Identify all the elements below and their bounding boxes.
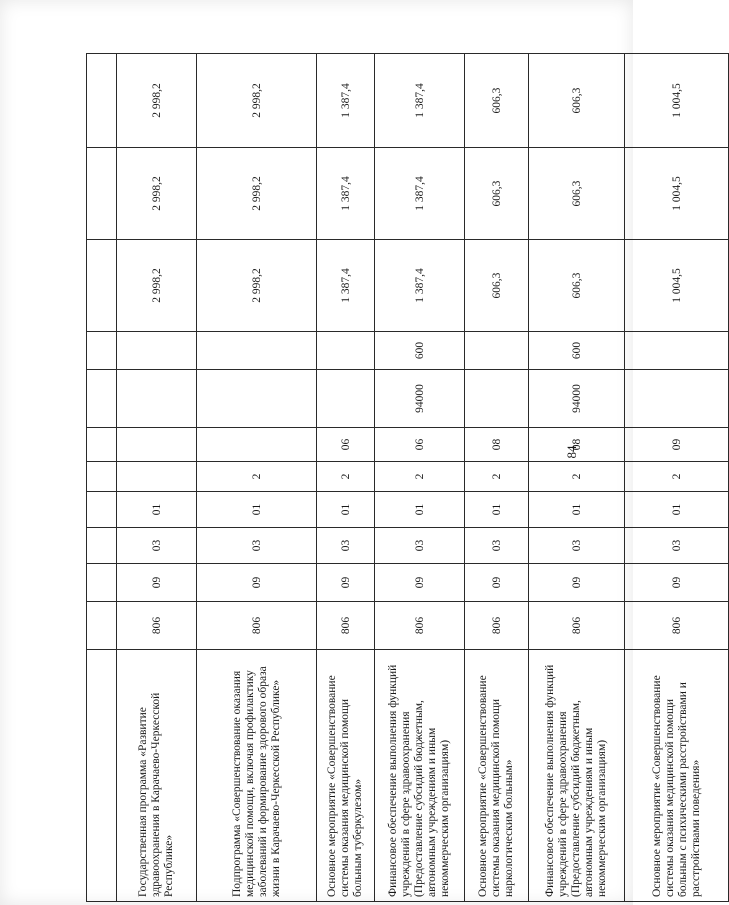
page-number: 84 <box>564 445 579 459</box>
cell-expense-type <box>197 332 317 370</box>
cell-section: 09 <box>317 564 375 602</box>
cell-subsection: 03 <box>197 528 317 564</box>
cell-section: 09 <box>625 564 729 602</box>
cell-amount-3: 606,3 <box>465 54 529 148</box>
cell-amount-2: 2 998,2 <box>197 148 317 240</box>
cell-direction-code <box>87 370 117 428</box>
cell-name: Подпрограмма «Совершенствование оказания медицинской помощи, включая профилактику заболеваний и формирование здорового образа жизни в Карачаево-Черкесской Республике» <box>197 650 317 902</box>
cell-amount-2: 606,3 <box>465 148 529 240</box>
cell-amount-3 <box>87 54 117 148</box>
table-row <box>317 54 375 902</box>
cell-amount-3: 606,3 <box>529 54 625 148</box>
cell-ministry: 806 <box>375 602 465 650</box>
cell-program-type: 2 <box>197 462 317 492</box>
cell-target-program: 01 <box>529 492 625 528</box>
cell-name: Финансовое обеспечение выполнения функций учреждений в сфере здравоохранения (Предоставление субсидий бюджетным, автономным учреждениям и иным некоммерческим организациям) <box>529 650 625 902</box>
cell-amount-2: 606,3 <box>529 148 625 240</box>
cell-program-type: 2 <box>465 462 529 492</box>
cell-direction-code <box>625 370 729 428</box>
cell-expense-type: 600 <box>375 332 465 370</box>
table-rotator <box>86 54 702 902</box>
cell-amount-2: 1 387,4 <box>317 148 375 240</box>
budget-table <box>86 53 729 902</box>
cell-target-program: 01 <box>465 492 529 528</box>
cell-section: 09 <box>117 564 197 602</box>
cell-section: 09 <box>465 564 529 602</box>
cell-subsection: 03 <box>117 528 197 564</box>
cell-direction-code <box>197 370 317 428</box>
cell-program-type: 2 <box>625 462 729 492</box>
cell-amount-1: 2 998,2 <box>117 240 197 332</box>
cell-amount-1 <box>87 240 117 332</box>
cell-amount-3: 2 998,2 <box>197 54 317 148</box>
table-row <box>197 54 317 902</box>
cell-amount-3: 1 004,5 <box>625 54 729 148</box>
cell-amount-1: 606,3 <box>465 240 529 332</box>
cell-direction: 06 <box>375 428 465 462</box>
cell-target-program: 01 <box>197 492 317 528</box>
cell-name: Финансовое обеспечение выполнения функций учреждений в сфере здравоохранения (Предоставление субсидий бюджетным, автономным учреждениям и иным некоммерческим организациям) <box>375 650 465 902</box>
cell-subsection: 03 <box>465 528 529 564</box>
cell-subsection: 03 <box>625 528 729 564</box>
cell-section: 09 <box>375 564 465 602</box>
cell-ministry: 806 <box>117 602 197 650</box>
cell-direction <box>117 428 197 462</box>
cell-subsection: 03 <box>529 528 625 564</box>
cell-direction: 06 <box>317 428 375 462</box>
cell-expense-type <box>317 332 375 370</box>
cell-section: 09 <box>529 564 625 602</box>
cell-amount-1: 2 998,2 <box>197 240 317 332</box>
cell-expense-type: 600 <box>529 332 625 370</box>
cell-name <box>87 650 117 902</box>
cell-ministry <box>87 602 117 650</box>
table-row <box>465 54 529 902</box>
cell-amount-1: 1 387,4 <box>317 240 375 332</box>
cell-amount-2: 1 387,4 <box>375 148 465 240</box>
cell-direction: 08 <box>529 428 625 462</box>
cell-name: Основное мероприятие «Совершенствование системы оказания медицинской помощи больным туберкулезом» <box>317 650 375 902</box>
cell-target-program: 01 <box>117 492 197 528</box>
cell-program-type: 2 <box>375 462 465 492</box>
table-row <box>375 54 465 902</box>
cell-direction-code <box>465 370 529 428</box>
cell-direction <box>87 428 117 462</box>
cell-program-type <box>87 462 117 492</box>
cell-subsection: 03 <box>375 528 465 564</box>
cell-amount-3: 1 387,4 <box>317 54 375 148</box>
cell-name: Основное мероприятие «Совершенствование системы оказания медицинской помощи наркологическим больным» <box>465 650 529 902</box>
cell-expense-type <box>625 332 729 370</box>
cell-ministry: 806 <box>465 602 529 650</box>
cell-direction <box>197 428 317 462</box>
cell-section: 09 <box>197 564 317 602</box>
cell-amount-1: 1 387,4 <box>375 240 465 332</box>
cell-ministry: 806 <box>625 602 729 650</box>
cell-direction-code <box>317 370 375 428</box>
cell-program-type: 2 <box>317 462 375 492</box>
cell-amount-3: 2 998,2 <box>117 54 197 148</box>
cell-expense-type <box>117 332 197 370</box>
table-row <box>529 54 625 902</box>
cell-program-type: 2 <box>529 462 625 492</box>
cell-amount-2 <box>87 148 117 240</box>
cell-target-program: 01 <box>317 492 375 528</box>
cell-expense-type <box>465 332 529 370</box>
cell-amount-1: 1 004,5 <box>625 240 729 332</box>
cell-amount-3: 1 387,4 <box>375 54 465 148</box>
cell-direction-code <box>117 370 197 428</box>
cell-direction: 09 <box>625 428 729 462</box>
table-row <box>87 54 117 902</box>
cell-direction: 08 <box>465 428 529 462</box>
cell-program-type <box>117 462 197 492</box>
cell-direction-code: 94000 <box>375 370 465 428</box>
cell-target-program: 01 <box>375 492 465 528</box>
cell-subsection: 03 <box>317 528 375 564</box>
cell-subsection <box>87 528 117 564</box>
cell-ministry: 806 <box>197 602 317 650</box>
cell-target-program <box>87 492 117 528</box>
cell-expense-type <box>87 332 117 370</box>
table-row <box>625 54 729 902</box>
cell-section <box>87 564 117 602</box>
table-row <box>117 54 197 902</box>
cell-amount-2: 1 004,5 <box>625 148 729 240</box>
cell-ministry: 806 <box>317 602 375 650</box>
cell-ministry: 806 <box>529 602 625 650</box>
cell-name: Государственная программа «Развитие здравоохранения в Карачаево-Черкесской Республике» <box>117 650 197 902</box>
cell-name: Основное мероприятие «Совершенствование системы оказания медицинской помощи больным с психическими расстройствами и расстройствами поведения» <box>625 650 729 902</box>
cell-amount-2: 2 998,2 <box>117 148 197 240</box>
cell-direction-code: 94000 <box>529 370 625 428</box>
cell-amount-1: 606,3 <box>529 240 625 332</box>
cell-target-program: 01 <box>625 492 729 528</box>
